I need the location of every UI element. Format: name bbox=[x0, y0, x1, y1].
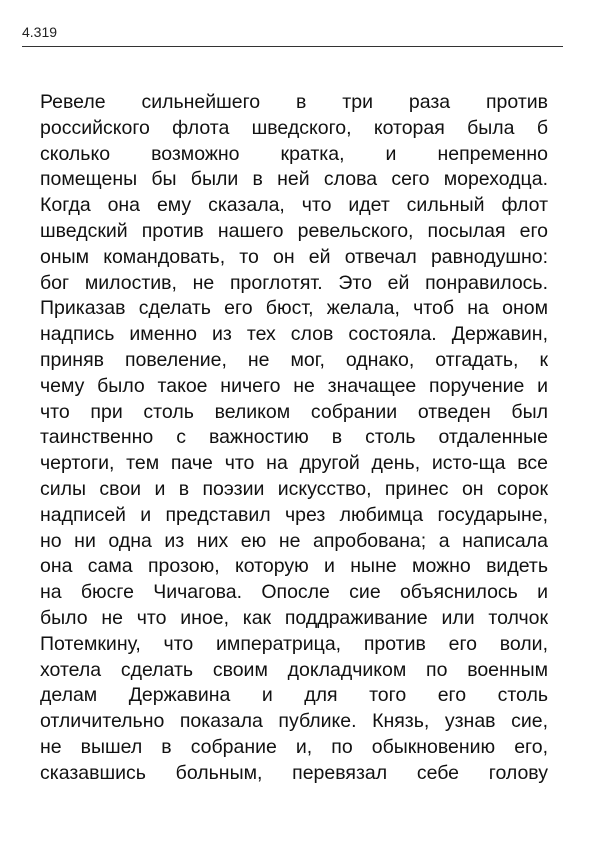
text-line: помещены бы были в ней слова сего мореходца. bbox=[40, 168, 548, 191]
text-line: но ни одна из них ею не апробована; а написала bbox=[40, 529, 548, 552]
text-line: не вышел в собрание и, по обыкновению его, bbox=[40, 735, 548, 758]
page-number: 4.319 bbox=[22, 24, 58, 40]
text-line: что при столь великом собрании отведен был bbox=[40, 400, 548, 423]
text-line: таинственно с важностию в столь отдаленные bbox=[40, 426, 548, 449]
page-text bbox=[40, 90, 548, 787]
text-line: силы свои и в поэзии искусство, принес он сорок bbox=[40, 477, 548, 500]
text-line: бог милостив, не проглотят. Это ей понравилось. bbox=[40, 271, 548, 294]
text-line: хотела сделать своим докладчиком по военным bbox=[40, 658, 548, 681]
text-line: чему было такое ничего не значащее поручение и bbox=[40, 374, 548, 397]
text-line: делам Державина и для того его столь bbox=[40, 684, 548, 707]
text-line: на бюсге Чичагова. Опосле сие объяснилось и bbox=[40, 581, 548, 604]
header-divider bbox=[22, 46, 563, 47]
text-line: приняв повеление, не мог, однако, отгадать, к bbox=[40, 348, 548, 371]
text-line: оным командовать, то он ей отвечал равнодушно: bbox=[40, 245, 548, 268]
text-line: отличительно показала публике. Князь, узнав сие, bbox=[40, 710, 548, 733]
text-line: было не что иное, как поддраживание или толчок bbox=[40, 606, 548, 629]
text-line: Когда она ему сказала, что идет сильный флот bbox=[40, 194, 548, 217]
text-line: надписей и представил чрез любимца государыне, bbox=[40, 503, 548, 526]
text-line: чертоги, тем паче что на другой день, исто-ща все bbox=[40, 452, 548, 475]
text-line: сколько возможно кратка, и непременно bbox=[40, 142, 548, 165]
text-line: Ревеле сильнейшего в три раза против bbox=[40, 91, 548, 113]
text-line: она сама прозою, которую и ныне можно видеть bbox=[40, 555, 548, 578]
text-line: сказавшись больным, перевязал себе голову bbox=[40, 761, 548, 784]
text-line: российского флота шведского, которая была б bbox=[40, 116, 548, 139]
text-line: Приказав сделать его бюст, желала, чтоб на оном bbox=[40, 297, 548, 320]
text-line: Потемкину, что императрица, против его воли, bbox=[40, 632, 548, 655]
text-line: надпись именно из тех слов состояла. Державин, bbox=[40, 323, 548, 346]
text-line: шведский против нашего ревельского, посылая его bbox=[40, 219, 548, 242]
